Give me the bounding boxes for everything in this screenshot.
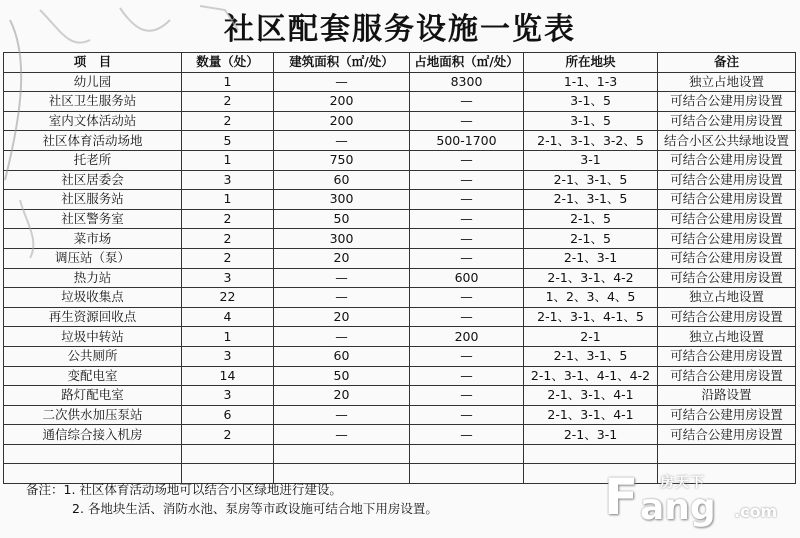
table-cell: 可结合公建用房设置 [658,190,796,210]
table-cell: 2 [182,92,274,112]
table-cell: 可结合公建用房设置 [658,268,796,288]
watermark-domain: .com [734,502,778,521]
table-cell: 6 [182,405,274,425]
table-row [4,307,796,327]
table-row [4,444,796,464]
table-cell: 22 [182,288,274,308]
table-cell: 幼儿园 [4,72,182,92]
table-cell: 4 [182,307,274,327]
table-cell: 可结合公建用房设置 [658,92,796,112]
table-cell: 20 [274,386,410,406]
table-cell: 2-1、3-1、4-1 [524,386,658,406]
table-cell: 8300 [410,72,524,92]
table-body [4,72,796,483]
table-cell: — [410,346,524,366]
table-row [4,327,796,347]
table-cell: — [274,288,410,308]
table-cell: — [274,405,410,425]
table-cell [658,444,796,464]
table-cell: 社区体育活动场地 [4,131,182,151]
table-row [4,268,796,288]
table-cell: 1、2、3、4、5 [524,288,658,308]
table-row [4,190,796,210]
table-cell: 社区服务站 [4,190,182,210]
table-cell: 200 [410,327,524,347]
table-cell: — [410,111,524,131]
table-cell: 2 [182,111,274,131]
table-cell: 2-1、3-1 [524,425,658,445]
table-row [4,229,796,249]
table-cell: 5 [182,131,274,151]
table-cell: 可结合公建用房设置 [658,366,796,386]
table-cell: 2 [182,209,274,229]
table-row [4,209,796,229]
table-cell: 可结合公建用房设置 [658,346,796,366]
table-cell: — [410,307,524,327]
column-header: 建筑面积（㎡/处） [274,53,410,73]
table-cell: 3 [182,346,274,366]
table-cell: — [410,190,524,210]
table-cell: 3-1、5 [524,111,658,131]
table-cell: 2-1、3-1、3-2、5 [524,131,658,151]
table-cell: 菜市场 [4,229,182,249]
table-cell: 可结合公建用房设置 [658,111,796,131]
table-row [4,288,796,308]
table-cell [182,444,274,464]
column-header: 数量（处） [182,53,274,73]
table-cell: 可结合公建用房设置 [658,209,796,229]
table-cell: — [410,366,524,386]
table-cell: 再生资源回收点 [4,307,182,327]
watermark-brand: 房天下 [660,475,705,491]
table-cell: 可结合公建用房设置 [658,248,796,268]
table-cell: 500-1700 [410,131,524,151]
table-cell: 2-1、3-1、4-1、5 [524,307,658,327]
table-cell: 独立占地设置 [658,72,796,92]
table-cell: 2-1、3-1、5 [524,190,658,210]
table-cell: 2-1、3-1、5 [524,170,658,190]
table-cell: — [274,327,410,347]
table-header-row [4,53,796,73]
table-cell: 3 [182,386,274,406]
table-cell: 1-1、1-3 [524,72,658,92]
table-cell: 可结合公建用房设置 [658,425,796,445]
table-cell: 通信综合接入机房 [4,425,182,445]
table-cell: 可结合公建用房设置 [658,405,796,425]
table-row [4,386,796,406]
table-row [4,170,796,190]
table-row [4,72,796,92]
table-cell: 2-1 [524,327,658,347]
table-cell: 50 [274,366,410,386]
table-cell: 2-1、5 [524,209,658,229]
table-cell: 2-1、3-1 [524,248,658,268]
table-row [4,248,796,268]
page-title: 社区配套服务设施一览表 [224,12,576,47]
table-cell: 社区居委会 [4,170,182,190]
table-cell: 调压站（泵） [4,248,182,268]
table-cell: 300 [274,190,410,210]
table-cell: — [410,92,524,112]
table-cell: 路灯配电室 [4,386,182,406]
table-cell: 1 [182,327,274,347]
table-cell: 20 [274,307,410,327]
table-cell: — [410,248,524,268]
table-cell: 公共厕所 [4,346,182,366]
table-cell: 可结合公建用房设置 [658,170,796,190]
table-cell [524,444,658,464]
table-row [4,425,796,445]
table-cell: 2-1、3-1、4-2 [524,268,658,288]
table-cell: — [274,131,410,151]
table-cell: 200 [274,92,410,112]
table-cell: — [410,405,524,425]
table-cell: 50 [274,209,410,229]
column-header: 项 目 [4,53,182,73]
facility-table [3,52,796,484]
table-row [4,366,796,386]
table-cell: 热力站 [4,268,182,288]
table-cell: 200 [274,111,410,131]
watermark-logo [604,468,786,526]
table-cell: 300 [274,229,410,249]
table-cell: — [410,386,524,406]
table-cell: — [274,425,410,445]
table-cell: 独立占地设置 [658,288,796,308]
table-cell: 2 [182,229,274,249]
table-cell: 结合小区公共绿地设置 [658,131,796,151]
table-cell: 室内文体活动站 [4,111,182,131]
table-row [4,131,796,151]
table-cell: 垃圾收集点 [4,288,182,308]
table-cell: 2-1、3-1、4-1、4-2 [524,366,658,386]
watermark-word: ang [640,487,716,528]
note-line-2: 2. 各地块生活、消防水池、泵房等市政设施可结合地下用房设置。 [72,501,438,516]
table-cell: 社区卫生服务站 [4,92,182,112]
table-cell: 社区警务室 [4,209,182,229]
notes [26,480,438,518]
table-row [4,111,796,131]
table-cell: 60 [274,346,410,366]
table-cell: 沿路设置 [658,386,796,406]
note-line-1: 备注：1. 社区体育活动场地可以结合小区绿地进行建设。 [26,482,342,497]
table-cell: 垃圾中转站 [4,327,182,347]
table-cell: — [410,209,524,229]
table-cell [410,444,524,464]
table-cell [274,444,410,464]
table-cell: 600 [410,268,524,288]
column-header: 备注 [658,53,796,73]
table-cell: — [410,288,524,308]
table-cell: — [274,268,410,288]
table-cell: — [410,150,524,170]
table-cell: 可结合公建用房设置 [658,229,796,249]
table-cell: 2-1、3-1、5 [524,346,658,366]
watermark-letter: F [604,468,639,526]
table-cell: 可结合公建用房设置 [658,307,796,327]
table-cell: — [410,425,524,445]
table-cell: — [274,72,410,92]
table-cell: 变配电室 [4,366,182,386]
table-row [4,150,796,170]
table-cell: 可结合公建用房设置 [658,150,796,170]
table-cell: 2 [182,425,274,445]
table-cell: 2-1、3-1、4-1 [524,405,658,425]
table-row [4,346,796,366]
table-row [4,405,796,425]
table-cell: 二次供水加压泵站 [4,405,182,425]
table-cell: 750 [274,150,410,170]
table-cell: 20 [274,248,410,268]
table-cell: 托老所 [4,150,182,170]
table-cell: — [410,170,524,190]
table-cell: 独立占地设置 [658,327,796,347]
table-cell: 1 [182,150,274,170]
table-cell: 3-1、5 [524,92,658,112]
table-cell: 1 [182,190,274,210]
table-cell: 3 [182,268,274,288]
table-cell: 3-1 [524,150,658,170]
table-cell: 3 [182,170,274,190]
table-cell [4,444,182,464]
column-header: 占地面积（㎡/处） [410,53,524,73]
table-cell: 2-1、5 [524,229,658,249]
table-cell: 14 [182,366,274,386]
table-cell: 1 [182,72,274,92]
table-cell: 60 [274,170,410,190]
column-header: 所在地块 [524,53,658,73]
table-cell: — [410,229,524,249]
table-cell: 2 [182,248,274,268]
table-row [4,92,796,112]
